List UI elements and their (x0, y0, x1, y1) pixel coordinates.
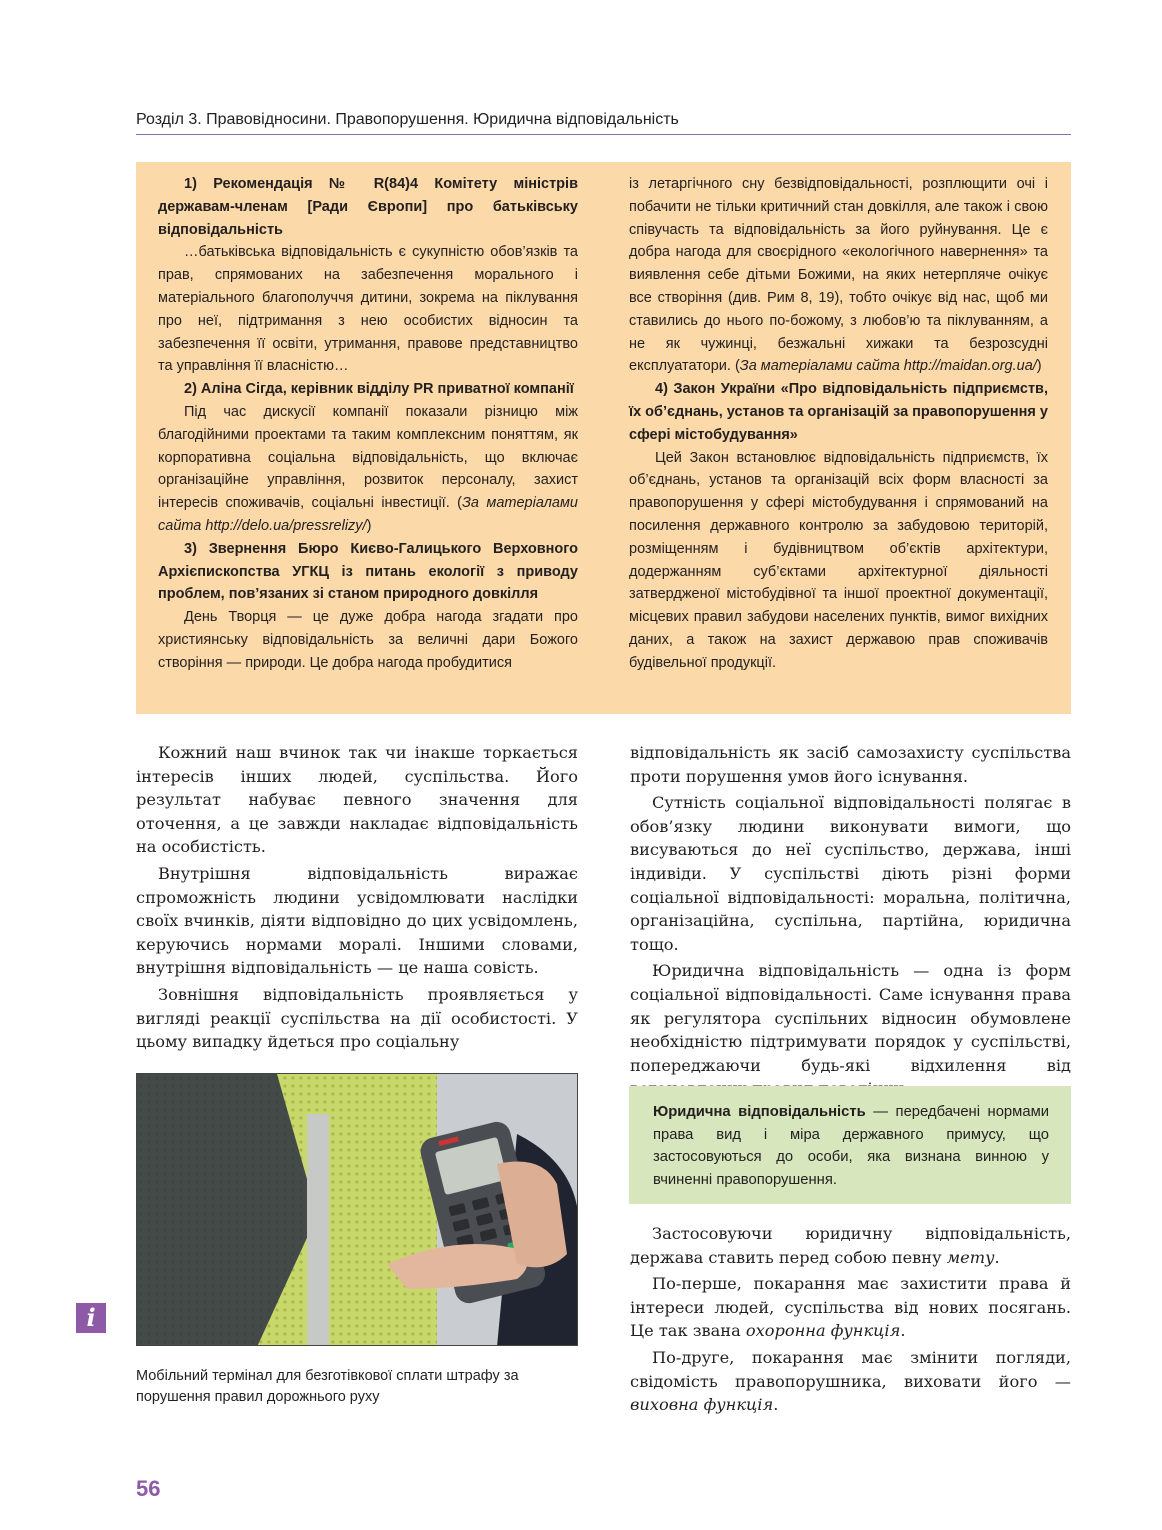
text: . (994, 1247, 1000, 1267)
text: Застосовуючи юридичну відповідальність, держава ставить перед собою певну (630, 1224, 1071, 1267)
page-number: 56 (136, 1476, 161, 1501)
paragraph (630, 1222, 1071, 1269)
paragraph (630, 1272, 1071, 1343)
paragraph (630, 1346, 1071, 1417)
definition-body: — передбачені нормами права вид і міра державного примусу, що застосовуються до особи, яка визнана винною у вчиненні правопорушення. (653, 1104, 1050, 1188)
source-3-text: День Творця — це дуже добра нагода згадати про християнську відповідальність за величні дари Божого створіння — природи. Це добра нагода пробудитися (158, 609, 578, 671)
paragraph: відповідальність як засіб самозахисту суспільства проти порушення умов його існування. (630, 743, 1071, 786)
main-text-left (136, 741, 578, 1057)
sources-box (136, 162, 1071, 714)
paragraph: Зовнішня відповідальність проявляється у вигляді реакції суспільства на дії особистості. У цьому випадку йдеться про соціальну (136, 984, 578, 1052)
info-icon: i (76, 1303, 106, 1333)
definition-box (629, 1086, 1071, 1204)
sources-column-right (629, 173, 1048, 675)
source-1-text: …батьківська відповідальність є сукупністю обов’язків та прав, спрямованих на забезпечення морального і матеріального благополуччя дитини, зокрема на піклування про неї, підтримання з нею особистих відносин та забезпечення її освіти, утримання, правове представництво та управління її власністю… (158, 244, 578, 375)
sources-column-left (158, 173, 578, 675)
text: . (773, 1395, 779, 1415)
source-2-citation: За матеріалами сайта http://delo.ua/pressrelizy/ (158, 495, 578, 534)
header-divider (136, 134, 1071, 135)
source-3-citation: За матеріалами сайта http://maidan.org.ua/ (739, 358, 1037, 375)
payment-terminal-photo (136, 1073, 578, 1346)
text: По-перше, покарання має захистити права й інтереси людей, суспільства від нових посягань. Це так звана (630, 1274, 1071, 1341)
definition-text (653, 1101, 1049, 1191)
source-1-title: 1) Рекомендація № R(84)4 Комітету міністрів державам-членам [Ради Європи] про батьківську відповідальність (158, 176, 578, 238)
paragraph: Кожний наш вчинок так чи інакше торкається інтересів інших людей, суспільства. Його результат набуває певного значення для оточення, а це завжди накладає відповідальність на особистість. (136, 743, 578, 857)
source-2-close: ) (366, 517, 372, 534)
paragraph: Сутність соціальної відповідальності полягає в обов’язку людини виконувати вимоги, що висуваються до неї суспільство, держава, інші індивіди. У суспільстві діють різні форми соціальної відповідальності: моральна, політична, організаційна, суспільна, партійна, юридична тощо. (630, 793, 1071, 954)
source-2-body: Під час дискусії компанії показали різницю між благодійними проектами та таким комплексним поняттям, як корпоративна соціальна відповідальність, що включає організаційне управління, розвиток персоналу, захист інтересів споживачів, соціальні інвестиції. ( (158, 403, 578, 512)
chapter-header: Розділ 3. Правовідносини. Правопорушення. Юридична відповідальність (136, 111, 679, 128)
source-3-title: 3) Звернення Бюро Києво-Галицького Верховного Архієпископства УГКЦ із питань екології з приводу проблем, пов’язаних зі станом природного довкілля (158, 540, 578, 603)
source-2-title: 2) Аліна Сігда, керівник відділу PR приватної компанії (184, 381, 574, 398)
text: По-друге, покарання має змінити погляди, свідомість правопорушника, виховати його — (630, 1347, 1071, 1391)
paragraph: Юридична відповідальність — одна із форм соціальної відповідальності. Саме існування права як регулятора суспільних відносин обумовлене необхідністю підтримувати порядок у суспільстві, попереджаючи будь-які відхилення від (630, 961, 1071, 1075)
text: . (900, 1321, 906, 1341)
source-3-body: із летаргічного сну безвідповідальності, розплющити очі і побачити не тільки критичний стан довкілля, але також і свою співучасть та відповідальність за його руйнування. Це є добра нагода для своєрідного «екологічного навернення» та виявлення себе дітьми Божими, на яких нетерпляче очікує все створіння (див. Рим 8, 19), тобто очікує від нас, щоб ми ставились до нього по-божому, з любов’ю та піклуванням, а не як чужинці, безжальні хижаки та безрозсудні експлуататори. ( (629, 176, 1048, 375)
source-3-text-continued (629, 173, 1048, 378)
main-text-right (630, 741, 1071, 1104)
photo-caption: Мобільний термінал для безготівкової сплати штрафу за порушення правил дорожнього руху (136, 1368, 519, 1405)
emphasis: охоронна функція (745, 1321, 901, 1341)
paragraph: Внутрішня відповідальність виражає спроможність людини усвідомлювати наслідки своїх вчинків, діяти відповідно до цих усвідомлень, керуючись нормами моралі. Іншими словами, внутрішня відповідальність — це наша совість. (136, 863, 578, 978)
source-2-text (158, 401, 578, 538)
emphasis: виховна функція (630, 1395, 774, 1415)
source-4-title: 4) Закон України «Про відповідальність підприємств, їх об’єднань, установ та організацій за правопорушення у сфері містобудування» (629, 381, 1048, 443)
payment-terminal-illustration (137, 1074, 578, 1346)
main-text-right-lower (630, 1222, 1071, 1420)
emphasis: мету (946, 1247, 995, 1267)
definition-term: Юридична відповідальність (653, 1104, 866, 1120)
source-3-close: ) (1036, 358, 1042, 375)
source-4-text: Цей Закон встановлює відповідальність підприємств, їх об’єднань, установ та організацій всіх форм власності за правопорушення у сфері містобудування і спрямований на посилення державного контролю за забудовою територій, розміщенням і будівництвом об’єктів архітектури, додержанням суб’єктами архітектурної діяльності затвердженої містобудівної та іншої проектної документації, місцевих правил забудови населених пунктів, вимог вихідних даних, а також на захист державою прав споживачів будівельної продукції. (629, 449, 1048, 671)
